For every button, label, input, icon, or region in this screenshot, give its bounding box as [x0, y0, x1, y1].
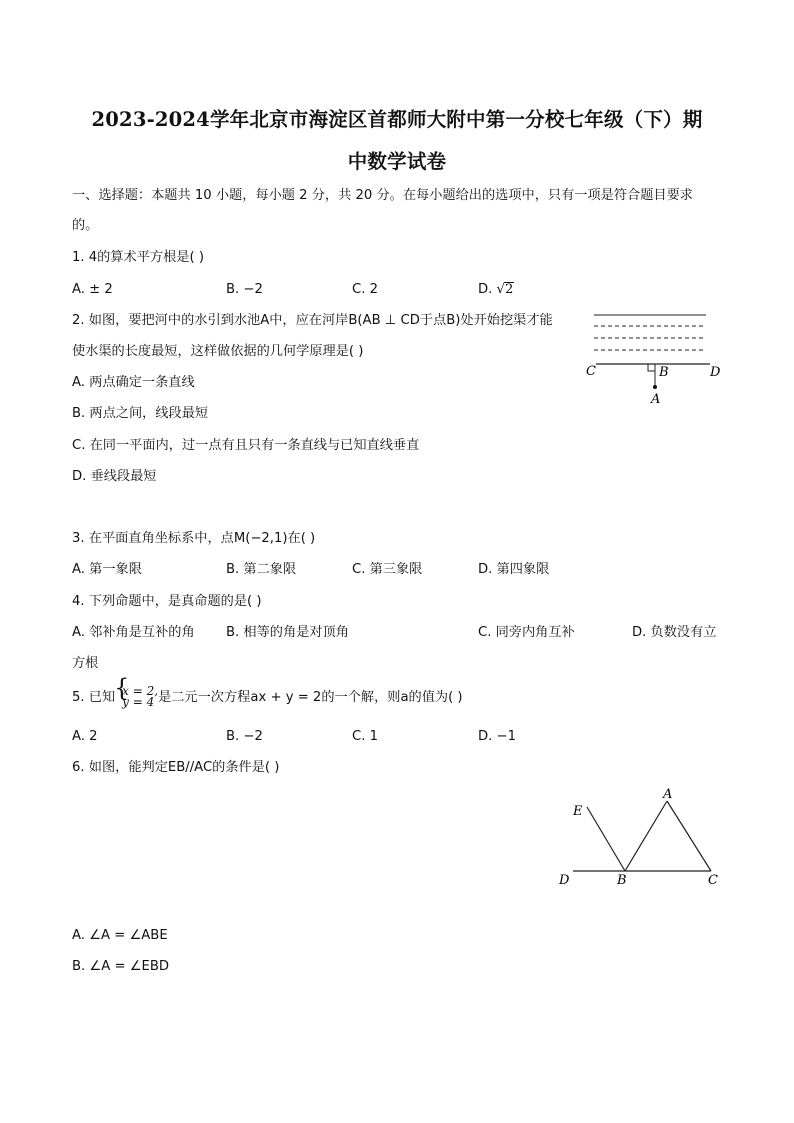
exam-title-line1: 2023-2024学年北京市海淀区首都师大附中第一分校七年级（下）期	[91, 108, 703, 131]
q2-option-a: A. 两点确定一条直线	[72, 375, 195, 390]
label-c: C	[708, 873, 718, 888]
label-a: A	[663, 787, 673, 802]
q5-option-c: C. 1	[352, 729, 378, 744]
label-d: D	[559, 873, 570, 888]
q5-stem-after: 是二元一次方程ax + y = 2的一个解，则a的值为( )	[158, 690, 463, 705]
label-e: E	[573, 804, 583, 819]
pool-point-a	[653, 385, 657, 389]
q1-option-a: A. ± 2	[72, 282, 113, 297]
q3-option-a: A. 第一象限	[72, 562, 142, 577]
segment-ac	[667, 801, 711, 871]
q3-option-b: B. 第二象限	[226, 562, 297, 577]
q5-option-b: B. −2	[226, 729, 263, 744]
q2-stem-line2: 使水渠的长度最短，这样做依据的几何学原理是( )	[72, 344, 364, 359]
q1-option-d-prefix: D. √	[478, 282, 505, 297]
q5-option-a: A. 2	[72, 729, 98, 744]
q3-option-c: C. 第三象限	[352, 562, 423, 577]
q5-stem-before: 5. 已知	[72, 690, 116, 705]
q1-option-c: C. 2	[352, 282, 378, 297]
q3-stem: 3. 在平面直角坐标系中，点M(−2,1)在( )	[72, 531, 316, 546]
q6-stem: 6. 如图，能判定EB//AC的条件是( )	[72, 760, 280, 775]
q6-angle-figure	[555, 785, 725, 890]
q4-option-d: D. 负数没有立	[632, 625, 717, 640]
label-c: C	[586, 364, 596, 379]
q2-option-c: C. 在同一平面内，过一点有且只有一条直线与已知直线垂直	[72, 438, 420, 453]
q2-river-figure	[580, 308, 730, 408]
q1-option-d	[478, 281, 514, 299]
right-angle-mark	[648, 364, 655, 371]
q4-option-c: C. 同旁内角互补	[478, 625, 575, 640]
q5-stem	[72, 686, 463, 708]
q2-stem-line1: 2. 如图，要把河中的水引到水池A中，应在河岸B(AB ⊥ CD于点B)处开始挖渠才能	[72, 313, 553, 328]
q3-option-d: D. 第四象限	[478, 562, 550, 577]
section1-instruction-line2: 的。	[72, 218, 99, 233]
q4-option-b: B. 相等的角是对顶角	[226, 625, 349, 640]
label-a: A	[651, 392, 661, 407]
q6-option-a: A. ∠A = ∠ABE	[72, 928, 168, 943]
label-b: B	[617, 873, 627, 888]
q2-option-b: B. 两点之间，线段最短	[72, 406, 209, 421]
q4-option-a: A. 邻补角是互补的角	[72, 625, 195, 640]
q5-system-line2: y = 4	[122, 695, 155, 709]
q5-option-d: D. −1	[478, 729, 516, 744]
q1-option-d-radicand: 2	[504, 282, 514, 297]
section1-instruction-line1: 一、选择题：本题共 10 小题，每小题 2 分，共 20 分。在每小题给出的选项中，只有一项是符合题目要求	[72, 188, 693, 203]
q1-option-b: B. −2	[226, 282, 263, 297]
q5-equation-system	[115, 686, 158, 708]
label-d: D	[710, 365, 721, 380]
q4-stem: 4. 下列命题中，是真命题的是( )	[72, 594, 262, 609]
exam-title-line2: 中数学试卷	[347, 150, 447, 173]
segment-ba	[625, 801, 667, 871]
q2-option-d: D. 垂线段最短	[72, 469, 157, 484]
q4-option-d-continued: 方根	[72, 656, 99, 671]
segment-eb	[587, 807, 625, 871]
label-b: B	[659, 365, 669, 380]
q1-stem: 1. 4的算术平方根是( )	[72, 250, 204, 265]
q5-system-line1: { x = 2,	[122, 684, 159, 698]
q6-option-b: B. ∠A = ∠EBD	[72, 959, 170, 974]
